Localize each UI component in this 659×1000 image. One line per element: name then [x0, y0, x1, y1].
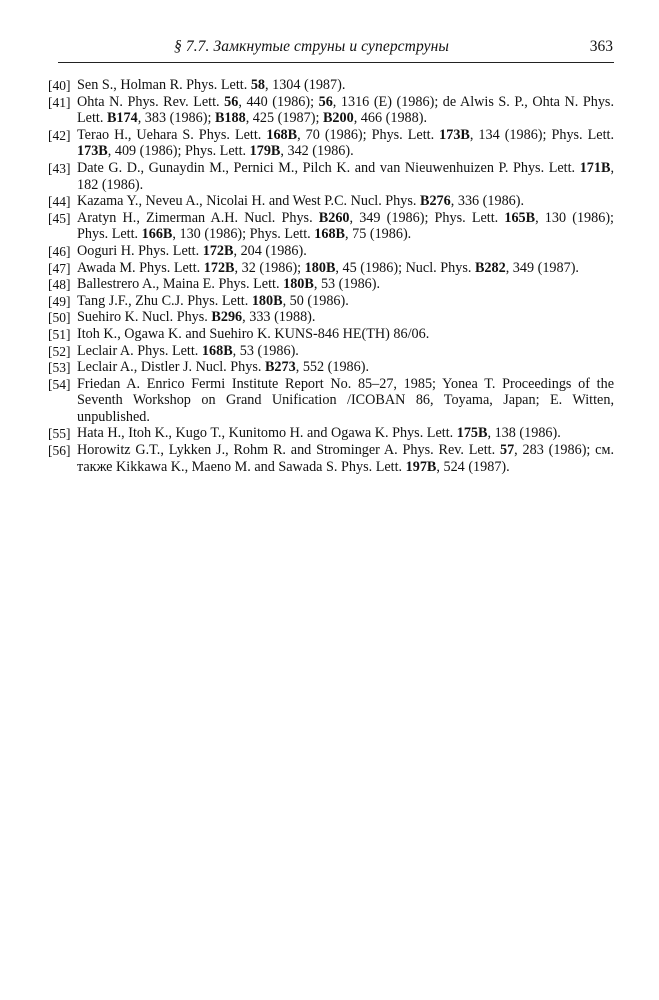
volume-number: 172B [202, 242, 234, 259]
reference-segment: , 1304 (1987). [265, 77, 346, 93]
reference-item [44, 442, 614, 475]
reference-item [44, 127, 614, 160]
reference-list [44, 77, 614, 475]
reference-segment: , 342 (1986). [280, 143, 354, 160]
reference-segment: Leclair A. Phys. Lett. [77, 342, 202, 359]
reference-number: [50] [48, 310, 71, 326]
reference-segment: Horowitz G.T., Lykken J., Rohm R. and Strominger A. Phys. Rev. Lett. [77, 442, 500, 459]
reference-text [77, 193, 524, 209]
reference-segment: Date G. D., Gunaydin M., Pernici M., Pilch K. and van Nieuwenhuizen P. Phys. Lett. [77, 159, 580, 176]
page-number: 363 [589, 38, 613, 55]
reference-item [44, 309, 614, 326]
reference-number: [48] [48, 277, 71, 293]
reference-number: [45] [48, 210, 71, 226]
volume-number: B174 [106, 110, 138, 127]
reference-item [44, 77, 614, 94]
volume-number: B188 [214, 110, 246, 127]
reference-text [77, 442, 614, 475]
reference-item [44, 193, 614, 210]
reference-segment: , 552 (1986). [295, 359, 370, 376]
volume-number: B260 [318, 209, 350, 226]
reference-text [77, 94, 614, 127]
reference-number: [47] [48, 260, 71, 276]
reference-item [44, 260, 614, 277]
reference-segment: Terao H., Uehara S. Phys. Lett. [77, 126, 267, 143]
reference-segment: Itoh K., Ogawa K. and Suehiro K. KUNS-846 HE(TH) 86/06. [77, 325, 430, 342]
volume-number: B276 [420, 193, 451, 210]
volume-number: B273 [264, 359, 296, 376]
reference-text [77, 425, 561, 441]
reference-segment: , 349 (1986); Phys. Lett. [349, 209, 505, 226]
reference-segment: Friedan A. Enrico Fermi Institute Report No. 85–27, 1985; Yonea T. Proceedings of the Seventh Workshop on Grand Unification /ICOBAN 86, Toyama, Japan; E. Witten, unpublished. [77, 375, 614, 425]
reference-item [44, 425, 614, 442]
reference-item [44, 276, 614, 293]
reference-item [44, 343, 614, 360]
reference-segment: Ballestrero A., Maina E. Phys. Lett. [77, 276, 284, 293]
volume-number: 180B [251, 292, 283, 309]
reference-segment: , 333 (1988). [242, 309, 316, 326]
reference-item [44, 94, 614, 127]
volume-number: B282 [474, 259, 506, 276]
volume-number: 197B [405, 458, 437, 475]
volume-number: 173B [439, 126, 470, 143]
reference-segment: , 182 (1986). [77, 159, 614, 193]
reference-number: [52] [48, 343, 71, 359]
reference-item [44, 293, 614, 310]
reference-segment: , 130 (1986); Phys. Lett. [77, 209, 614, 243]
reference-segment: Awada M. Phys. Lett. [77, 259, 204, 276]
reference-segment: , 1316 (E) (1986); de Alwis S. P., Ohta N. Phys. Lett. [77, 93, 614, 127]
reference-item [44, 376, 614, 426]
reference-segment: , 524 (1987). [436, 458, 510, 475]
running-title: § 7.7. Замкнутые струны и суперструны [174, 38, 449, 55]
reference-segment: Hata H., Itoh K., Kugo T., Kunitomo H. and Ogawa K. Phys. Lett. [77, 425, 457, 442]
reference-segment: Suehiro K. Nucl. Phys. [77, 309, 212, 326]
reference-item [44, 359, 614, 376]
reference-text [77, 127, 614, 160]
reference-segment: , 409 (1986); Phys. Lett. [107, 143, 250, 160]
reference-segment: Kazama Y., Neveu A., Nicolai H. and West P.C. Nucl. Phys. [77, 193, 420, 210]
reference-segment: Leclair A., Distler J. Nucl. Phys. [77, 359, 265, 376]
reference-segment: , 70 (1986); Phys. Lett. [297, 126, 440, 143]
reference-text [77, 293, 349, 309]
reference-segment: Ooguri H. Phys. Lett. [77, 242, 203, 259]
reference-segment: Aratyn H., Zimerman A.H. Nucl. Phys. [77, 209, 319, 226]
volume-number: 179B [249, 143, 281, 160]
reference-text [77, 160, 614, 193]
reference-segment: , 50 (1986). [282, 292, 349, 309]
reference-number: [56] [48, 443, 71, 459]
volume-number: 168B [201, 342, 233, 359]
volume-number: 171B [579, 159, 611, 176]
volume-number: B200 [322, 110, 354, 127]
reference-segment: , 336 (1986). [450, 193, 525, 210]
reference-segment: , 466 (1988). [353, 110, 427, 127]
volume-number: 180B [283, 276, 314, 293]
reference-segment: , 283 (1986); см. также Kikkawa K., Maeno M. and Sawada S. Phys. Lett. [77, 442, 614, 475]
volume-number: 172B [203, 259, 235, 276]
reference-segment: Tang J.F., Zhu C.J. Phys. Lett. [77, 292, 252, 309]
reference-segment: , 130 (1986); Phys. Lett. [172, 226, 315, 243]
reference-text [77, 210, 614, 243]
reference-text [77, 243, 307, 259]
reference-number: [54] [48, 376, 71, 392]
header-rule [58, 62, 614, 63]
reference-number: [41] [48, 94, 71, 110]
reference-item [44, 326, 614, 343]
reference-segment: , 383 (1986); [137, 110, 215, 127]
reference-segment: , 204 (1986). [233, 242, 307, 259]
volume-number: 56 [318, 93, 333, 110]
reference-number: [49] [48, 293, 71, 309]
reference-text [77, 260, 579, 276]
reference-number: [42] [48, 127, 71, 143]
reference-segment: , 53 (1986). [313, 276, 381, 293]
reference-item [44, 210, 614, 243]
reference-text [77, 326, 429, 342]
volume-number: 57 [499, 442, 515, 459]
reference-segment: , 425 (1987); [245, 110, 323, 127]
reference-segment: Sen S., Holman R. Phys. Lett. [77, 77, 251, 93]
reference-number: [43] [48, 160, 71, 176]
reference-text [77, 309, 315, 325]
reference-segment: , 75 (1986). [345, 226, 412, 243]
reference-segment: , 138 (1986). [487, 425, 561, 442]
volume-number: 180B [304, 259, 336, 276]
reference-number: [55] [48, 426, 71, 442]
volume-number: 56 [224, 93, 239, 110]
reference-text [77, 343, 299, 359]
volume-number: 168B [314, 226, 346, 243]
reference-item [44, 243, 614, 260]
reference-item [44, 160, 614, 193]
reference-number: [53] [48, 360, 71, 376]
reference-number: [51] [48, 326, 71, 342]
reference-segment: , 32 (1986); [234, 259, 305, 276]
reference-segment: , 45 (1986); Nucl. Phys. [335, 259, 475, 276]
reference-text [77, 77, 345, 93]
running-header [60, 38, 613, 62]
volume-number: 166B [141, 226, 173, 243]
reference-text [77, 276, 380, 292]
volume-number: B296 [211, 309, 243, 326]
volume-number: 168B [266, 126, 298, 143]
reference-number: [40] [48, 78, 71, 93]
reference-number: [46] [48, 243, 71, 259]
volume-number: 58 [250, 77, 265, 93]
reference-segment: , 440 (1986); [238, 93, 319, 110]
volume-number: 165B [504, 209, 536, 226]
reference-segment: , 53 (1986). [232, 342, 299, 359]
reference-number: [44] [48, 194, 71, 210]
volume-number: 173B [77, 143, 108, 160]
reference-text [77, 376, 614, 425]
reference-segment: Ohta N. Phys. Rev. Lett. [77, 93, 225, 110]
reference-segment: , 134 (1986); Phys. Lett. [469, 126, 614, 143]
reference-text [77, 359, 369, 375]
reference-segment: , 349 (1987). [505, 259, 579, 276]
volume-number: 175B [456, 425, 488, 442]
